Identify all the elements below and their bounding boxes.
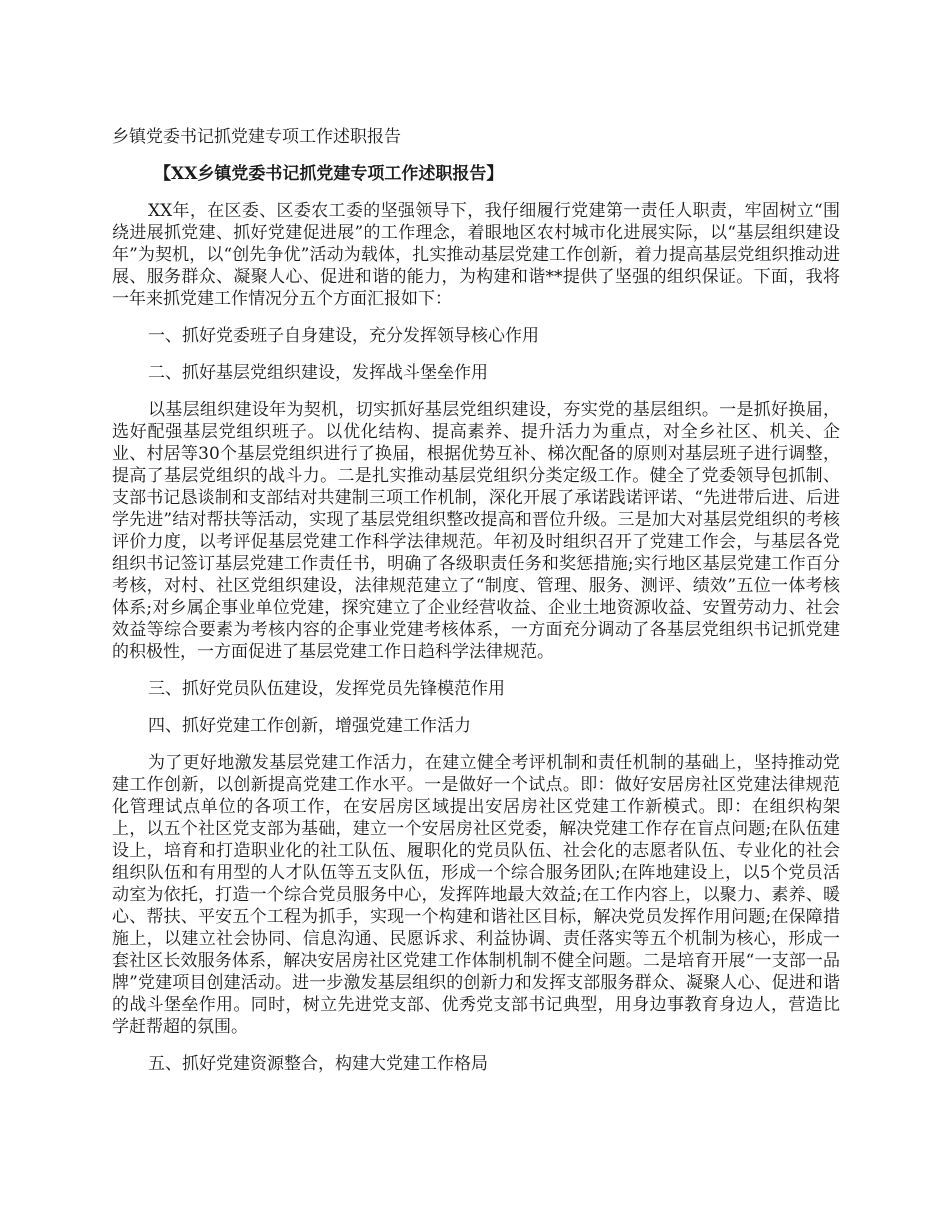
intro-paragraph: XX年，在区委、区委农工委的坚强领导下，我仔细履行党建第一责任人职责，牢固树立“围绕进展抓党建、抓好党建促进展”的工作理念，着眼地区农村城市化进展实际，以“基层组织建设年”为契机，以“创先争优”活动为载体，扎实推动基层党建工作创新，着力提高基层党组织推动进展、服务群众、凝聚人心、促进和谐的能力，为构建和谐**提供了坚强的组织保证。下面，我将一年来抓党建工作情况分五个方面汇报如下：: [112, 201, 840, 309]
section-2-paragraph: 以基层组织建设年为契机，切实抓好基层党组织建设，夯实党的基层组织。一是抓好换届，选好配强基层党组织班子。以优化结构、提高素养、提升活力为重点，对全乡社区、机关、企业、村居等30个基层党组织进行了换届，根据优势互补、梯次配备的原则对基层班子进行调整，提高了基层党组织的战斗力。二是扎实推动基层党组织分类定级工作。健全了党委领导包抓制、支部书记恳谈制和支部结对共建制三项工作机制，深化开展了承诺践诺评诺、“先进带后进、后进学先进”结对帮扶等活动，实现了基层党组织整改提高和晋位升级。三是加大对基层党组织的考核评价力度，以考评促基层党建工作科学法律规范。年初及时组织召开了党建工作会，与基层各党组织书记签订基层党建工作责任书，明确了各级职责任务和奖惩措施;实行地区基层党建工作百分考核，对村、社区党组织建设，法律规范建立了“制度、管理、服务、测评、绩效”五位一体考核体系;对乡属企事业单位党建，探究建立了企业经营收益、企业土地资源收益、安置劳动力、社会效益等综合要素为考核内容的企事业党建考核体系，一方面充分调动了各基层党组织书记抓党建的积极性，一方面促进了基层党建工作日趋科学法律规范。: [112, 400, 840, 662]
document-subtitle: 【XX乡镇党委书记抓党建专项工作述职报告】: [154, 164, 504, 184]
section-heading-5: 五、抓好党建资源整合，构建大党建工作格局: [148, 1054, 488, 1074]
section-heading-2: 二、抓好基层党组织建设，发挥战斗堡垒作用: [148, 363, 488, 383]
section-heading-3: 三、抓好党员队伍建设，发挥党员先锋模范作用: [148, 679, 505, 699]
document-page: [112, 126, 840, 1090]
section-heading-4: 四、抓好党建工作创新，增强党建工作活力: [148, 716, 471, 736]
section-4-paragraph: 为了更好地激发基层党建工作活力，在建立健全考评机制和责任机制的基础上，坚持推动党建工作创新，以创新提高党建工作水平。一是做好一个试点。即：做好安居房社区党建法律规范化管理试点单位的各项工作，在安居房区域提出安居房社区党建工作新模式。即：在组织构架上，以五个社区党支部为基础，建立一个安居房社区党委，解决党建工作存在盲点问题;在队伍建设上，培育和打造职业化的社工队伍、履职化的党员队伍、社会化的志愿者队伍、专业化的社会组织队伍和有用型的人才队伍等五支队伍，形成一个综合服务团队;在阵地建设上，以5个党员活动室为依托，打造一个综合党员服务中心，发挥阵地最大效益;在工作内容上，以聚力、素养、暖心、帮扶、平安五个工程为抓手，实现一个构建和谐社区目标，解决党员发挥作用问题;在保障措施上，以建立社会协同、信息沟通、民愿诉求、利益协调、责任落实等五个机制为核心，形成一套社区长效服务体系，解决安居房社区党建工作体制机制不健全问题。二是培育开展“一支部一品牌”党建项目创建活动。进一步激发基层组织的创新力和发挥支部服务群众、凝聚人心、促进和谐的战斗堡垒作用。同时，树立先进党支部、优秀党支部书记典型，用身边事教育身边人，营造比学赶帮超的氛围。: [112, 753, 840, 1037]
section-heading-1: 一、抓好党委班子自身建设，充分发挥领导核心作用: [148, 326, 539, 346]
document-title: 乡镇党委书记抓党建专项工作述职报告: [112, 127, 401, 147]
